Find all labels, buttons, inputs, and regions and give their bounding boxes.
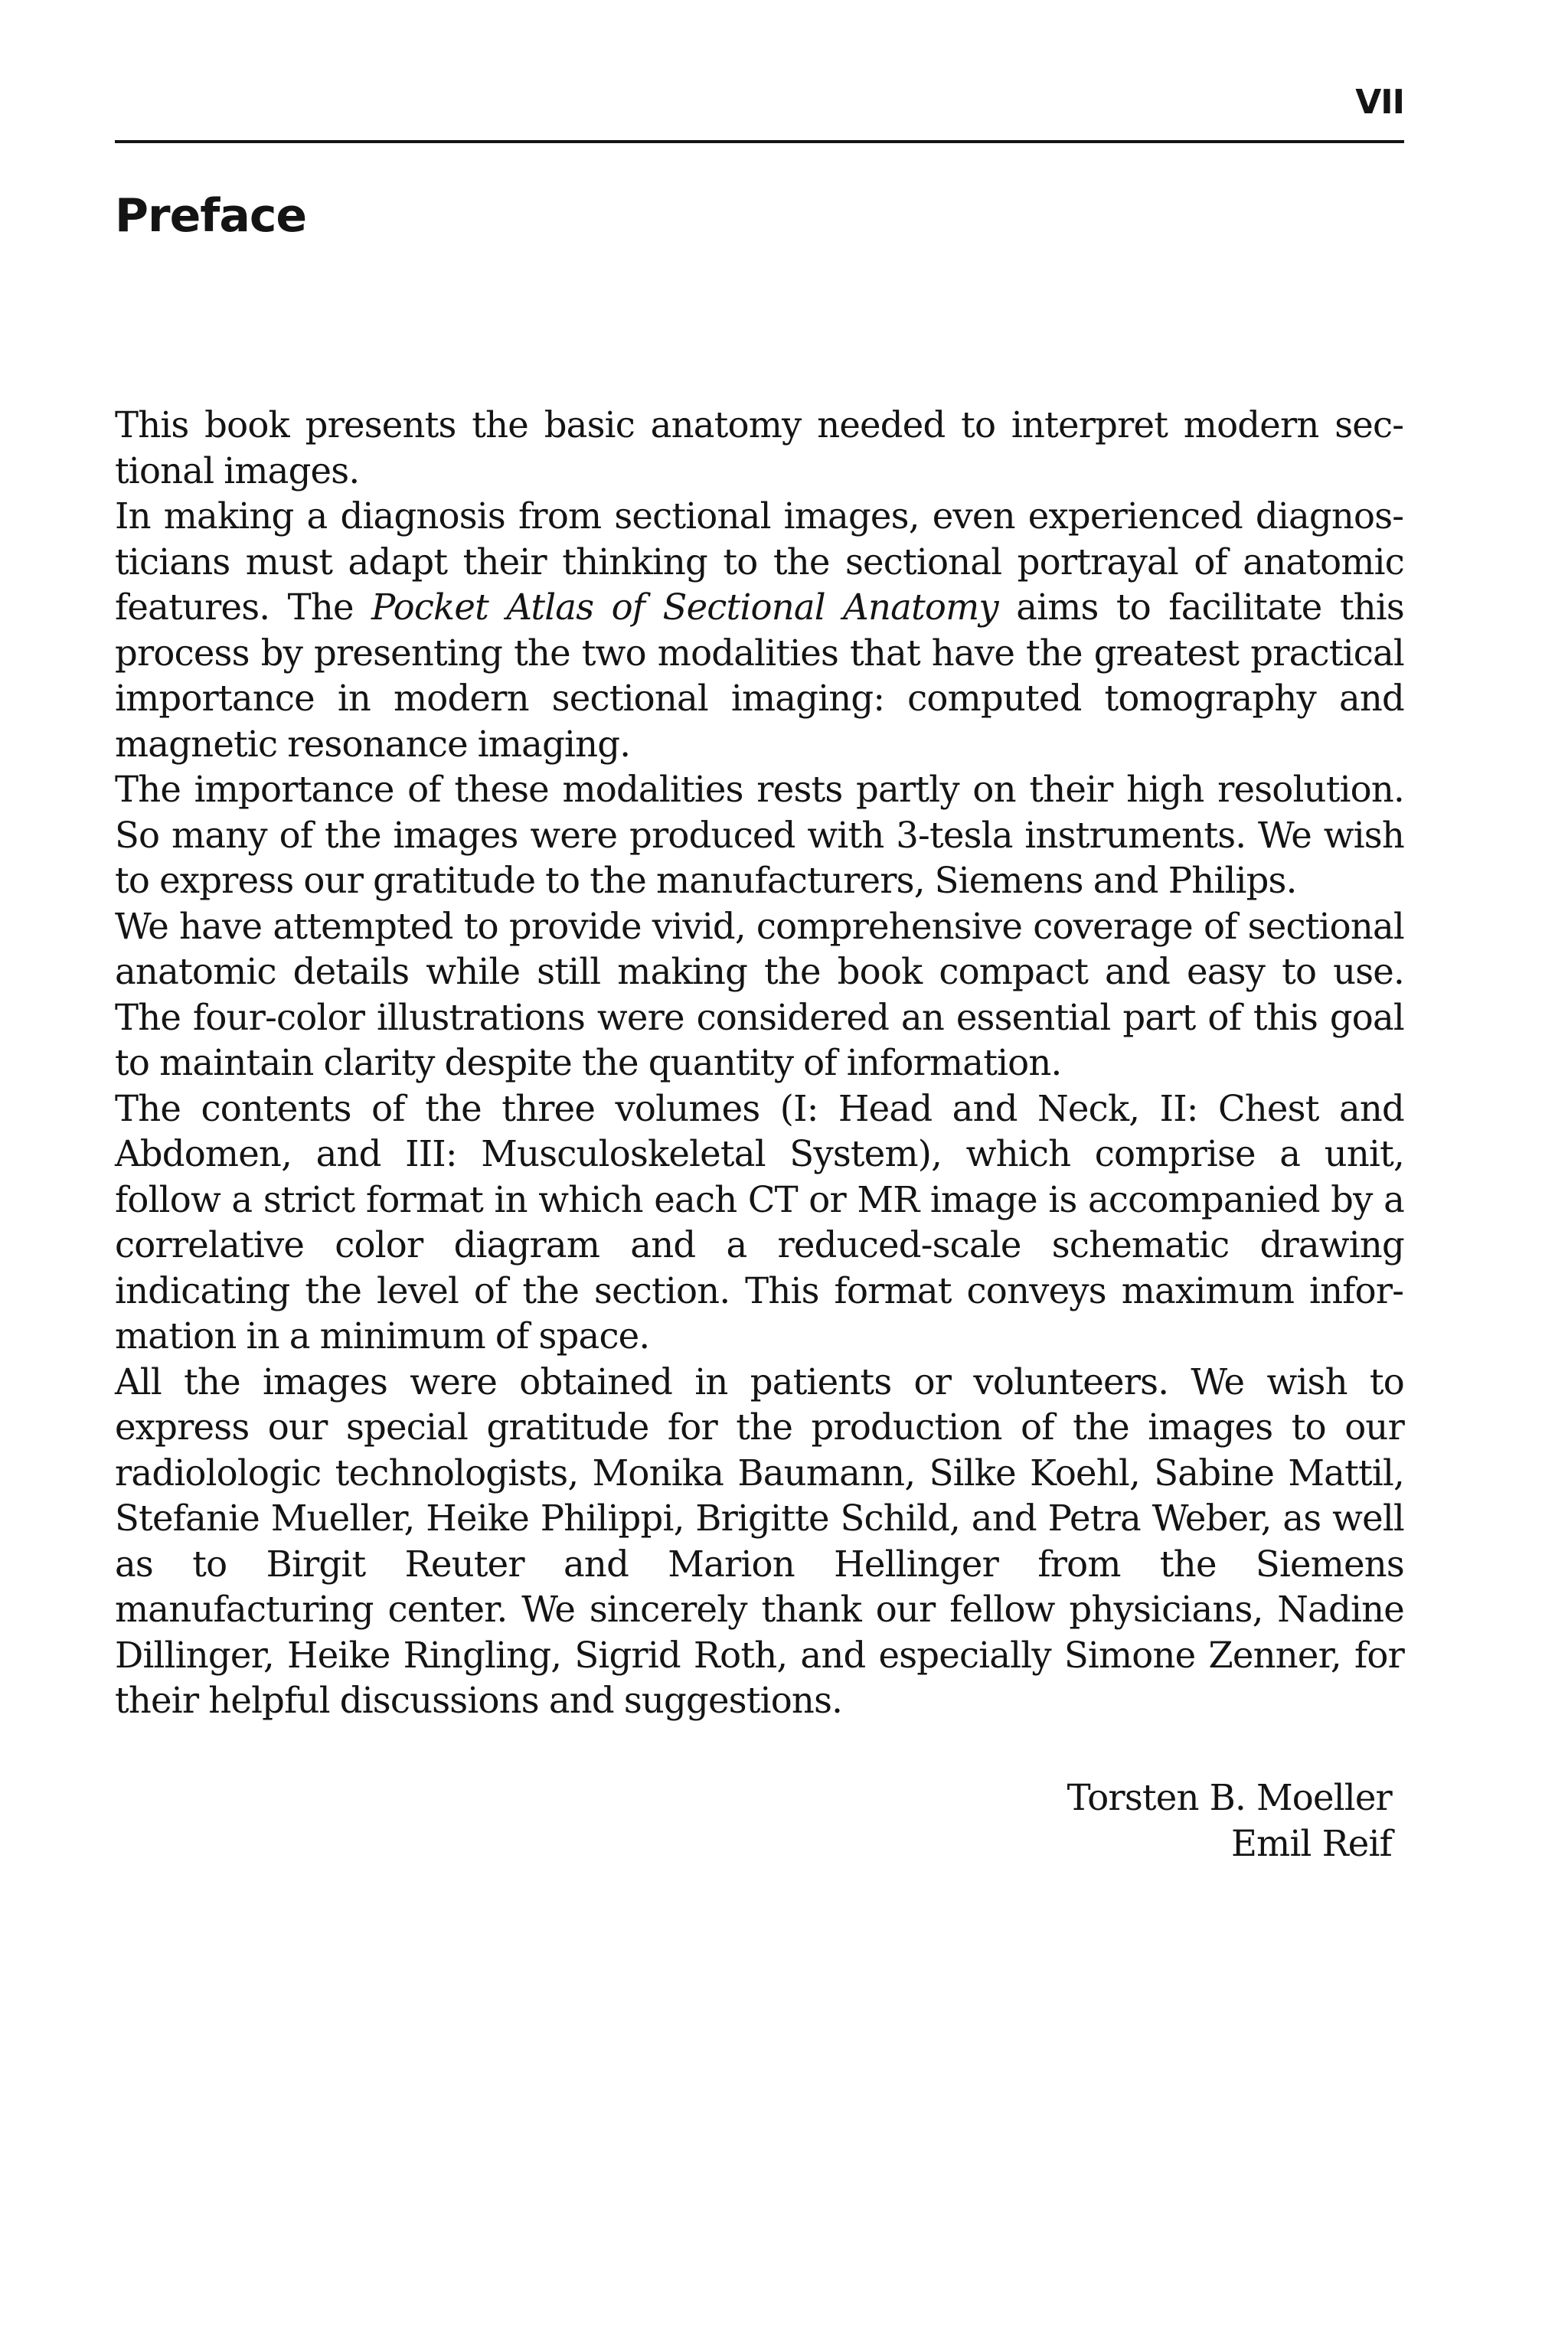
paragraph-3: The importance of these modalities rests partly on their high resolution. So many of the images were produced with 3-tesla instruments. We wish to express our gratitude to the manufacturers, Siemens and Philips. [115,769,1404,901]
paragraph-1: This book presents the basic anatomy needed to interpret modern sectional images. [115,404,1404,492]
book-page [115,0,1404,2345]
signature-block [1067,1775,1392,1867]
paragraph-2-start: In making a diagnosis from sectional images, even experienced diagnosticians must adapt their thinking to the sectional portrayal of anatomic features. The [115,495,1404,628]
header-rule [115,140,1404,143]
preface-body [115,403,1404,1724]
paragraph-2-end: aims to facilitate this process by presenting the two modalities that have the greatest practical importance in modern sectional imaging: computed tomography and magnetic resonance imaging. [115,586,1404,765]
paragraph-4: We have attempted to provide vivid, comprehensive coverage of sectional anatomic details while still making the book compact and easy to use. The four-color illustrations were considered an essential part of this goal to maintain clarity despite the quantity of information. [115,905,1404,1083]
chapter-title: Preface [115,189,307,243]
paragraph-6: All the images were obtained in patients or volunteers. We wish to express our special gratitude for the production of the images to our radiolologic technologists, Monika Baumann, Silke Koehl, Sabine Mattil, Stefanie Mueller, Heike Philippi, Brigitte Schild, and Petra Weber, as well as to Birgit Reuter and Marion Hellinger from the Siemens manufacturing center. We sincerely thank our fellow physicians, Nadine Dillinger, Heike Ringling, Sigrid Roth, and especially Simone Zenner, for their helpful discussions and suggestions. [115,1360,1404,1721]
paragraph-5: The contents of the three volumes (I: Head and Neck, II: Chest and Abdomen, and III: Musculoskeletal System), which comprise a unit, follow a strict format in which each CT or MR image is accompanied by a correlative color diagram and a reduced-scale schematic drawing indicating the level of the section. This format conveys maximum information in a minimum of space. [115,1087,1404,1357]
book-title-italic: Pocket Atlas of Sectional Anatomy [371,586,998,628]
paragraph-2 [115,494,1404,767]
page-number: VII [1355,83,1404,122]
author-name-2: Emil Reif [1231,1823,1392,1864]
author-name-1: Torsten B. Moeller [1067,1777,1392,1818]
